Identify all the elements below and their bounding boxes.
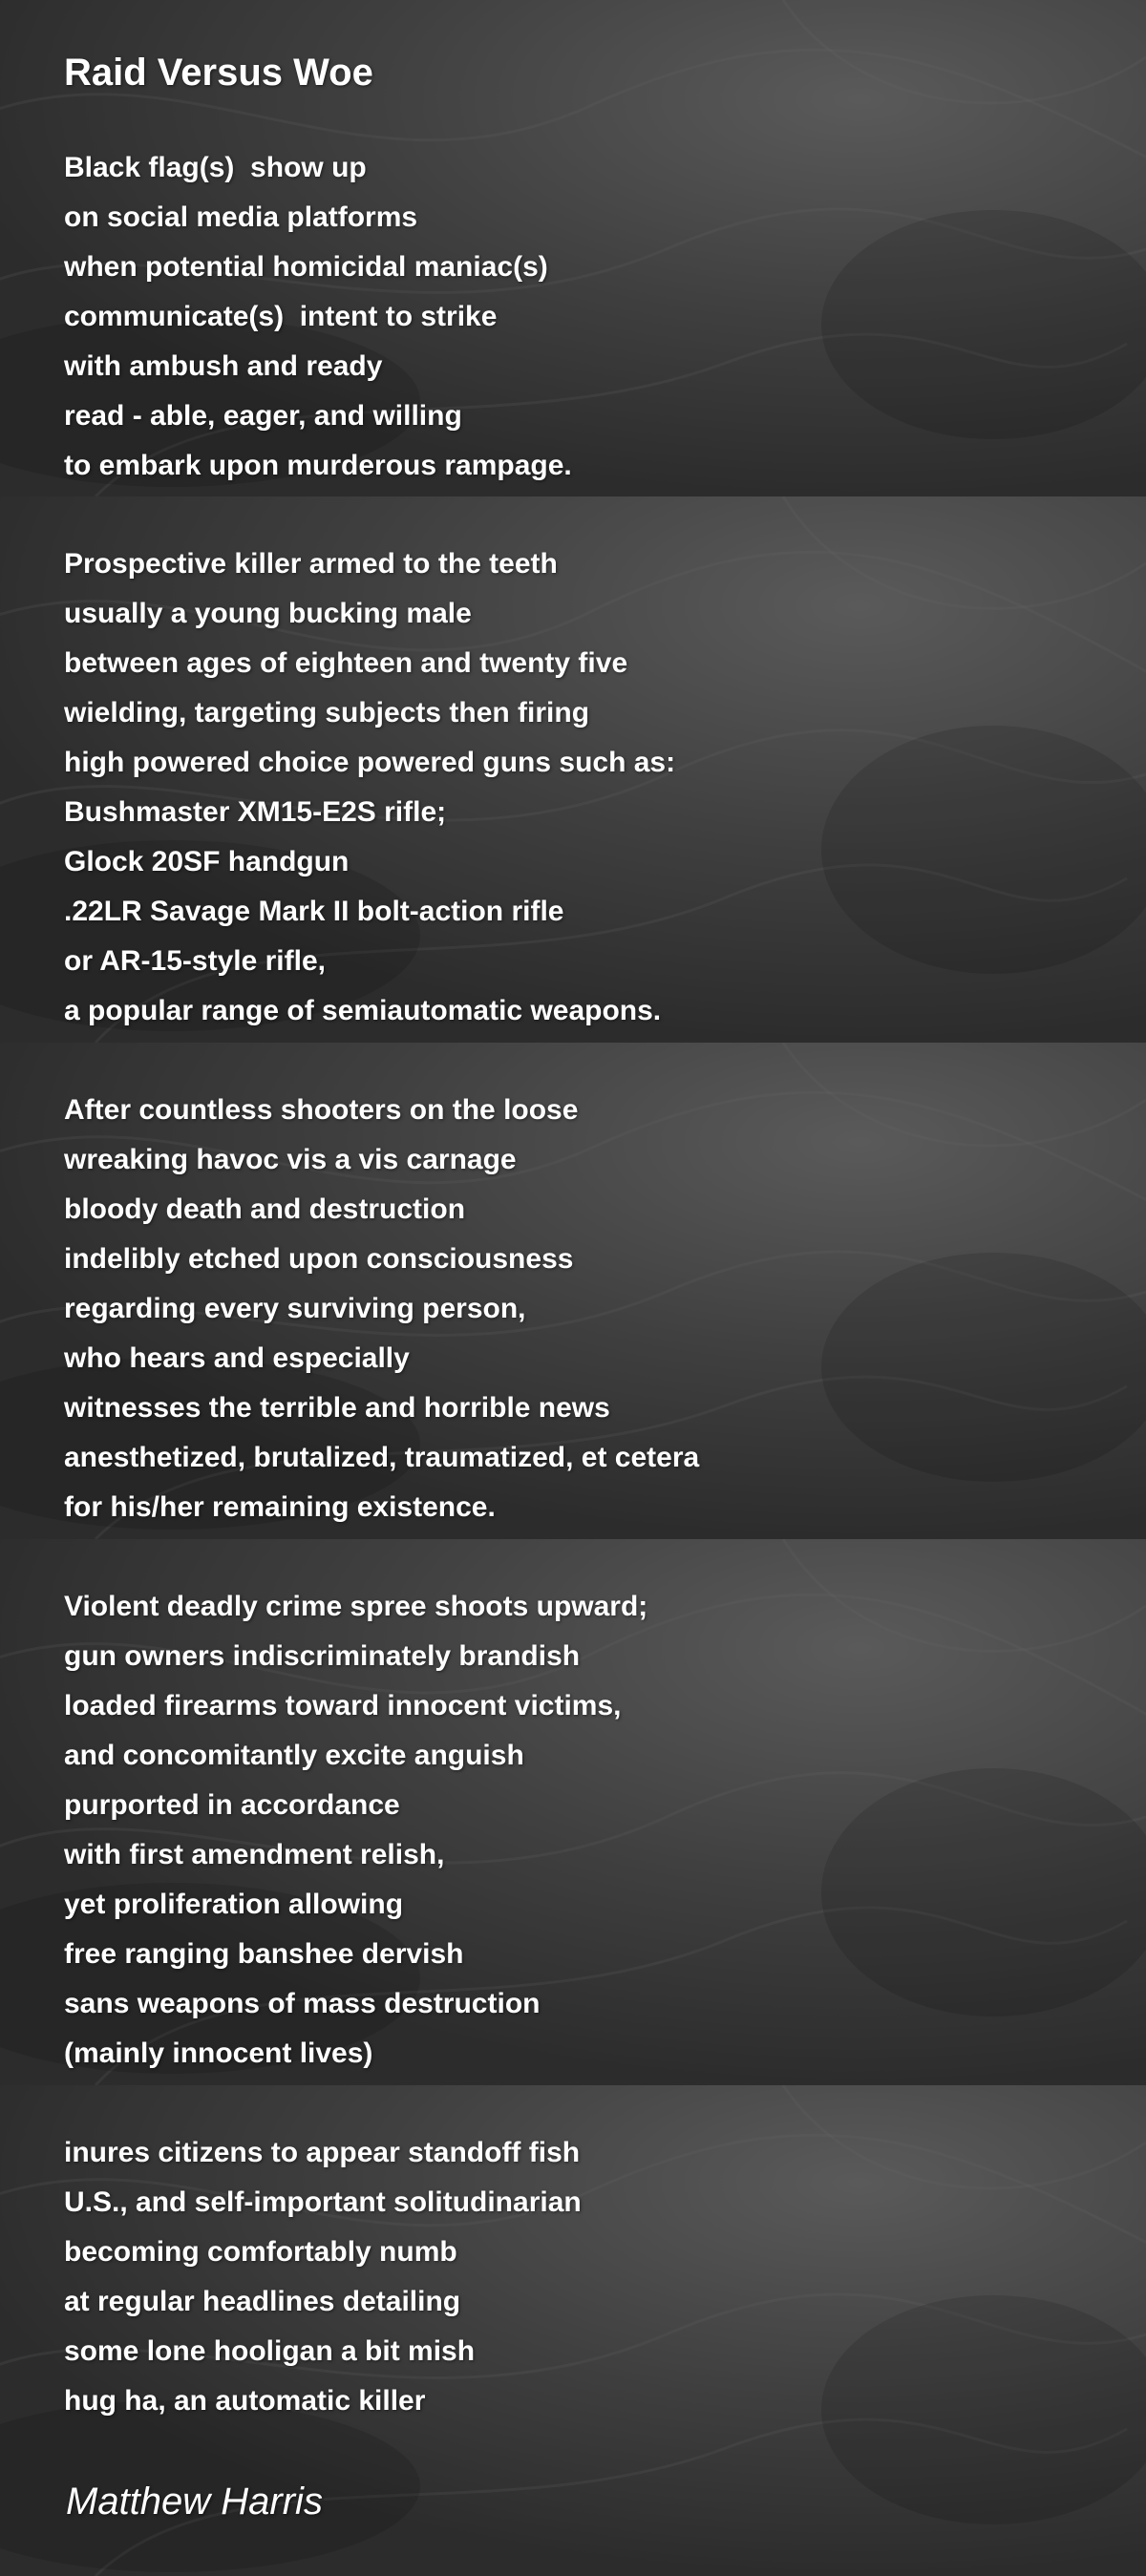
poem-line: when potential homicidal maniac(s): [64, 251, 548, 283]
poem-line: who hears and especially: [64, 1342, 410, 1374]
stanza-5: [64, 2128, 1114, 2426]
poem-line: witnesses the terrible and horrible news: [64, 1392, 610, 1424]
poem-line: wreaking havoc vis a vis carnage: [64, 1144, 517, 1175]
poem-title: Raid Versus Woe: [64, 52, 373, 94]
poem-author: Matthew Harris: [66, 2481, 323, 2523]
poem-line: .22LR Savage Mark II bolt-action rifle: [64, 896, 564, 927]
poem-line: with ambush and ready: [64, 350, 383, 382]
poem-line: communicate(s) intent to strike: [64, 301, 498, 332]
poem-line: yet proliferation allowing: [64, 1889, 404, 1920]
poem-line: with first amendment relish,: [64, 1839, 445, 1870]
poem-line: gun owners indiscriminately brandish: [64, 1640, 581, 1672]
poem-line: some lone hooligan a bit mish: [64, 2335, 476, 2367]
poem-line: wielding, targeting subjects then firing: [64, 697, 590, 728]
poem-line: bloody death and destruction: [64, 1193, 466, 1225]
poem-line: indelibly etched upon consciousness: [64, 1243, 574, 1275]
poem-line: read - able, eager, and willing: [64, 400, 462, 432]
poem-line: Glock 20SF handgun: [64, 846, 350, 877]
poem-line: U.S., and self-important solitudinarian: [64, 2186, 582, 2218]
poem-line: inures citizens to appear standoff fish: [64, 2137, 581, 2168]
poem-line: sans weapons of mass destruction: [64, 1988, 541, 2019]
stanza-4: [64, 1582, 1114, 2079]
poem-line: regarding every surviving person,: [64, 1293, 526, 1324]
poem-line: high powered choice powered guns such as:: [64, 747, 676, 778]
poem-line: Violent deadly crime spree shoots upward;: [64, 1591, 648, 1622]
poem-line: (mainly innocent lives): [64, 2038, 373, 2069]
poem-line: free ranging banshee dervish: [64, 1938, 464, 1970]
poem-line: between ages of eighteen and twenty five: [64, 647, 628, 679]
poem-line: hug ha, an automatic killer: [64, 2385, 426, 2417]
poem-line: for his/her remaining existence.: [64, 1491, 496, 1523]
poem-line: or AR-15-style rifle,: [64, 945, 326, 977]
stanza-1: [64, 143, 1114, 491]
poem-line: Bushmaster XM15-E2S rifle;: [64, 796, 447, 828]
poem-line: purported in accordance: [64, 1789, 400, 1821]
poem-line: to embark upon murderous rampage.: [64, 450, 572, 481]
poem-line: a popular range of semiautomatic weapons.: [64, 995, 662, 1026]
poem-line: anesthetized, brutalized, traumatized, et cetera: [64, 1442, 700, 1473]
poem-line: usually a young bucking male: [64, 598, 472, 629]
poem-line: After countless shooters on the loose: [64, 1094, 579, 1126]
poem-line: Black flag(s) show up: [64, 152, 367, 183]
poem-line: Prospective killer armed to the teeth: [64, 548, 558, 580]
poem-line: at regular headlines detailing: [64, 2286, 461, 2317]
poem-line: loaded firearms toward innocent victims,: [64, 1690, 622, 1721]
poem-line: becoming comfortably numb: [64, 2236, 457, 2268]
poem-line: on social media platforms: [64, 201, 418, 233]
stanza-3: [64, 1086, 1114, 1532]
poem-line: and concomitantly excite anguish: [64, 1740, 524, 1771]
stanza-2: [64, 539, 1114, 1036]
